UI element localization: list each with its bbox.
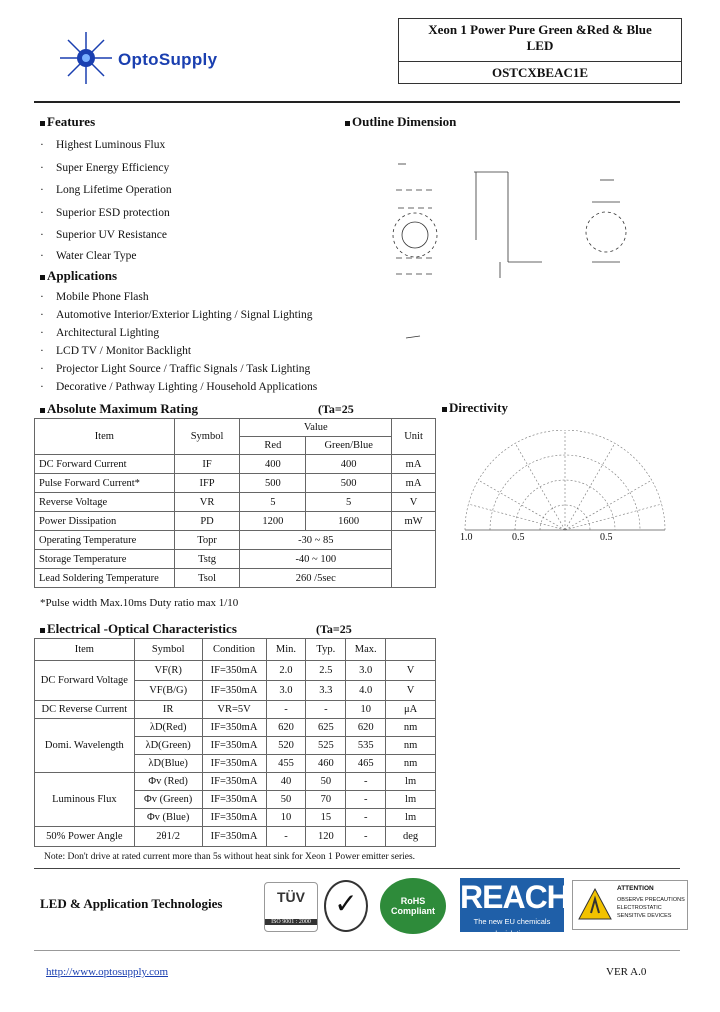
directivity-chart bbox=[455, 430, 675, 550]
list-item: · Projector Light Source / Traffic Signals / Task Lighting bbox=[40, 363, 311, 375]
quality-check-icon: ✓ bbox=[324, 880, 368, 932]
applications-list bbox=[40, 288, 380, 396]
eo-heading: Electrical -Optical Characteristics bbox=[40, 621, 237, 637]
abs-max-footnote: *Pulse width Max.10ms Duty ratio max 1/10 bbox=[40, 597, 239, 609]
table-row: Φv (Blue) IF=350mA 10 15 - lm bbox=[35, 809, 436, 827]
table-row: Power Dissipation PD 1200 1600 mW bbox=[35, 512, 436, 531]
list-item: · Superior UV Resistance bbox=[40, 229, 167, 242]
esd-attention-badge: ATTENTION OBSERVE PRECAUTIONS ELECTROSTATIC SENSITIVE DEVICES bbox=[572, 880, 688, 930]
col-min: Min. bbox=[266, 639, 306, 661]
directivity-label-right: 0.5 bbox=[600, 532, 613, 543]
col-red: Red bbox=[240, 437, 306, 455]
bottom-divider bbox=[34, 950, 680, 951]
logo-text: OptoSupply bbox=[118, 50, 218, 69]
tuv-badge: TÜV ISO 9001 : 2000 bbox=[264, 882, 318, 932]
sun-logo-icon bbox=[58, 30, 118, 90]
col-typ: Typ. bbox=[306, 639, 346, 661]
table-row: Operating Temperature Topr -30 ~ 85 bbox=[35, 531, 436, 550]
directivity-heading: Directivity bbox=[442, 400, 508, 416]
list-item: · Long Lifetime Operation bbox=[40, 184, 172, 197]
col-unit: Unit bbox=[392, 419, 436, 455]
company-logo bbox=[58, 30, 278, 90]
version-label: VER A.0 bbox=[606, 966, 647, 978]
table-row: Φv (Green) IF=350mA 50 70 - lm bbox=[35, 791, 436, 809]
product-title-line1: Xeon 1 Power Pure Green &Red & Blue bbox=[428, 22, 652, 37]
col-symbol: Symbol bbox=[174, 419, 240, 455]
list-item: · Super Energy Efficiency bbox=[40, 161, 170, 174]
header-divider bbox=[34, 101, 680, 103]
table-row: VF(B/G) IF=350mA 3.0 3.3 4.0 V bbox=[35, 681, 436, 701]
directivity-label-left: 1.0 bbox=[460, 532, 473, 543]
features-heading: Features bbox=[40, 114, 95, 130]
table-row: DC Forward Voltage VF(R) IF=350mA 2.0 2.5 3.0 V bbox=[35, 661, 436, 681]
eo-condition: (Ta=25 bbox=[316, 622, 352, 636]
table-row: Storage Temperature Tstg -40 ~ 100 bbox=[35, 550, 436, 569]
table-row: 50% Power Angle 2θ1/2 IF=350mA - 120 - deg bbox=[35, 827, 436, 847]
list-item: · LCD TV / Monitor Backlight bbox=[40, 345, 192, 357]
outline-drawing bbox=[380, 150, 670, 350]
table-row: DC Reverse Current IR VR=5V - - 10 μA bbox=[35, 701, 436, 719]
table-row: Reverse Voltage VR 5 5 V bbox=[35, 493, 436, 512]
col-value: Value bbox=[240, 419, 392, 437]
col-item: Item bbox=[35, 639, 135, 661]
table-row: Luminous Flux Φv (Red) IF=350mA 40 50 - lm bbox=[35, 773, 436, 791]
table-row: Lead Soldering Temperature Tsol 260 /5sec bbox=[35, 569, 436, 588]
table-row: λD(Blue) IF=350mA 455 460 465 nm bbox=[35, 755, 436, 773]
list-item: · Mobile Phone Flash bbox=[40, 291, 149, 303]
col-condition: Condition bbox=[202, 639, 266, 661]
list-item: · Architectural Lighting bbox=[40, 327, 160, 339]
footer-divider bbox=[34, 868, 680, 869]
abs-max-table bbox=[34, 418, 436, 588]
outline-heading: Outline Dimension bbox=[345, 114, 456, 130]
list-item: · Decorative / Pathway Lighting / Household Applications bbox=[40, 381, 318, 393]
table-row: Pulse Forward Current* IFP 500 500 mA bbox=[35, 474, 436, 493]
col-symbol: Symbol bbox=[134, 639, 202, 661]
rohs-badge: RoHS Compliant bbox=[380, 878, 446, 934]
applications-heading: Applications bbox=[40, 268, 117, 284]
part-number: OSTCXBEAC1E bbox=[491, 65, 589, 80]
footer-company: LED & Application Technologies bbox=[40, 896, 223, 911]
list-item: · Water Clear Type bbox=[40, 249, 137, 262]
col-gb: Green/Blue bbox=[306, 437, 392, 455]
abs-max-condition: (Ta=25 bbox=[318, 402, 354, 416]
list-item: · Superior ESD protection bbox=[40, 206, 170, 219]
list-item: · Automotive Interior/Exterior Lighting / Signal Lighting bbox=[40, 309, 313, 321]
abs-max-heading: Absolute Maximum Rating bbox=[40, 401, 198, 417]
esd-warning-icon bbox=[577, 887, 613, 923]
product-title-line2: LED bbox=[526, 38, 554, 53]
col-unit bbox=[386, 639, 436, 661]
col-item: Item bbox=[35, 419, 175, 455]
directivity-label-mid: 0.5 bbox=[512, 532, 525, 543]
website-link[interactable]: http://www.optosupply.com bbox=[46, 966, 169, 978]
col-max: Max. bbox=[346, 639, 386, 661]
table-row: λD(Green) IF=350mA 520 525 535 nm bbox=[35, 737, 436, 755]
table-row: Domi. Wavelength λD(Red) IF=350mA 620 625 620 nm bbox=[35, 719, 436, 737]
features-list bbox=[40, 134, 340, 265]
eo-table bbox=[34, 638, 436, 847]
list-item: · Highest Luminous Flux bbox=[40, 139, 166, 151]
table-row: DC Forward Current IF 400 400 mA bbox=[35, 455, 436, 474]
title-box bbox=[398, 18, 682, 84]
eo-note: Note: Don't drive at rated current more than 5s without heat sink for Xeon 1 Power emitter series. bbox=[44, 852, 416, 862]
reach-badge: REACH The new EU chemicals legislation bbox=[460, 879, 569, 938]
